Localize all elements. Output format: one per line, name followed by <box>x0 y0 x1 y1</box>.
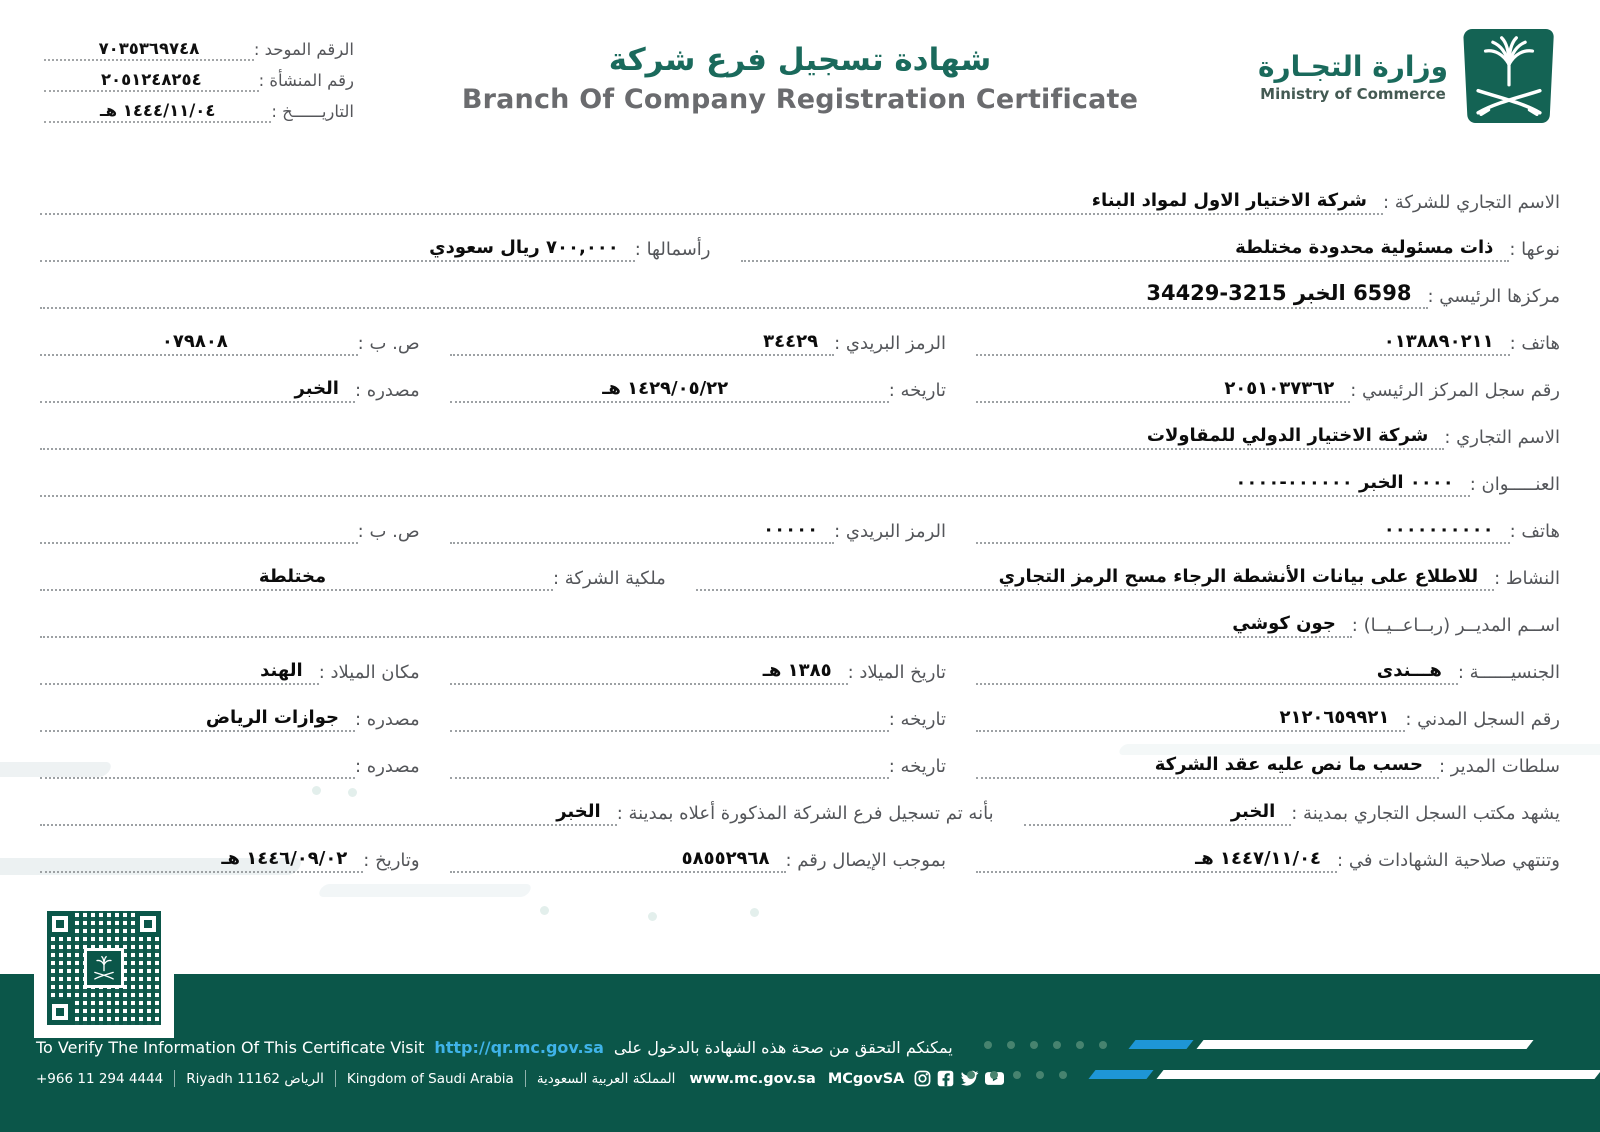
dotted-leader <box>450 662 848 685</box>
footer-decoration-row <box>984 1040 1600 1049</box>
dotted-leader <box>976 333 1510 356</box>
certificate-field <box>40 779 994 826</box>
certificate-field <box>450 638 946 685</box>
deco-dot <box>1007 1041 1015 1049</box>
dotted-leader <box>1024 803 1292 826</box>
certificate-rows <box>40 168 1560 873</box>
field-label: الرمز البريدي : <box>834 333 946 354</box>
deco-dot <box>1059 1071 1067 1079</box>
certificate-field <box>450 356 946 403</box>
certificate-field <box>40 732 420 779</box>
verify-line <box>36 1038 953 1057</box>
dotted-leader <box>40 474 1470 497</box>
certificate-field <box>40 544 666 591</box>
dotted-leader <box>40 662 319 685</box>
dotted-leader <box>40 380 355 403</box>
certificate-field <box>696 544 1560 591</box>
facebook-icon[interactable] <box>937 1070 954 1087</box>
qr-finder-pattern <box>135 911 161 937</box>
certificate-field <box>40 685 420 732</box>
certificate-row <box>40 403 1560 450</box>
certificate-field <box>40 826 420 873</box>
field-label: رقم المنشأة : <box>258 71 354 90</box>
deco-white-bar <box>1196 1040 1533 1049</box>
certificate-field <box>976 638 1560 685</box>
ministry-name-english: Ministry of Commerce <box>1260 84 1446 103</box>
field-value: ٠٠٠٠٠٠٠٠٠٠ <box>1383 519 1494 540</box>
field-value: جوازات الرياض <box>205 707 339 728</box>
field-value: شركة الاختيار الاول لمواد البناء <box>1091 190 1367 211</box>
deco-dot <box>1053 1041 1061 1049</box>
deco-blue-bar <box>1128 1040 1193 1049</box>
footer-decoration-row <box>967 1070 1600 1079</box>
field-label: العنـــــوان : <box>1469 474 1560 495</box>
deco-dot <box>1076 1041 1084 1049</box>
saudi-palm-and-swords-emblem-icon <box>1462 26 1556 126</box>
field-label: اســم المديــر (ربــاعــيــا) : <box>1351 615 1560 636</box>
field-value: ١٤٢٩/٠٥/٢٢ هـ <box>602 378 729 399</box>
field-label: مكان الميلاد : <box>318 662 420 683</box>
field-label: يشهد مكتب السجل التجاري بمدينة : <box>1291 803 1560 824</box>
certificate-field <box>450 309 946 356</box>
dotted-leader <box>976 850 1337 873</box>
footer-divider <box>335 1070 336 1087</box>
deco-dot <box>1036 1071 1044 1079</box>
field-label: نوعها : <box>1509 239 1560 260</box>
deco-dot <box>990 1071 998 1079</box>
certificate-field <box>976 826 1560 873</box>
field-value: الخبر <box>1230 801 1276 822</box>
footer-kingdom-english: Kingdom of Saudi Arabia <box>346 1070 514 1087</box>
certificate-row <box>40 544 1560 591</box>
field-value: مختلطة <box>258 566 327 587</box>
deco-dot <box>1099 1041 1107 1049</box>
qr-center-emblem <box>84 948 124 988</box>
certificate-row <box>40 450 1560 497</box>
certificate-row <box>40 638 1560 685</box>
field-label: بموجب الإيصال رقم : <box>785 850 946 871</box>
dotted-leader <box>40 568 553 591</box>
certificate-row <box>40 732 1560 779</box>
certificate-field <box>976 497 1560 544</box>
footer-riyadh-arabic: الرياض <box>284 1070 324 1087</box>
contact-line <box>36 1070 1004 1087</box>
qr-finder-pattern <box>47 999 73 1025</box>
footer-divider <box>174 1070 175 1087</box>
footer-kingdom-arabic: المملكة العربية السعودية <box>536 1070 676 1087</box>
footer-divider <box>525 1070 526 1087</box>
field-value: الخبر <box>294 378 339 399</box>
field-label: هاتف : <box>1509 521 1560 542</box>
certificate-title-arabic: شهادة تسجيل فرع شركة <box>608 42 992 78</box>
field-value: ١٤٤٤/١١/٠٤ هـ <box>99 101 216 120</box>
dotted-leader <box>40 333 358 356</box>
field-label: الرقم الموحد : <box>253 40 354 59</box>
footer-riyadh-english: Riyadh 11162 <box>186 1070 281 1087</box>
field-value: ٠٧٩٨٠٨ <box>161 331 228 352</box>
certificate-row <box>40 826 1560 873</box>
field-value: الهند <box>260 660 303 681</box>
dotted-leader <box>450 333 835 356</box>
field-value: ١٣٨٥ هـ <box>762 660 832 681</box>
field-value: 6598 الخبر 3215-34429 <box>1146 281 1412 305</box>
field-label: الرمز البريدي : <box>834 521 946 542</box>
field-value: ٧٠٣٥٣٦٩٧٤٨ <box>98 39 200 58</box>
field-label: مركزها الرئيسي : <box>1427 286 1560 307</box>
dotted-leader <box>40 615 1352 638</box>
certificate-row <box>40 356 1560 403</box>
dotted-leader <box>40 850 363 873</box>
field-label: ملكية الشركة : <box>552 568 666 589</box>
field-value: جون كوشي <box>1232 613 1336 634</box>
field-label: تاريخه : <box>888 709 946 730</box>
field-value: حسب ما نص عليه عقد الشركة <box>1154 754 1423 775</box>
field-label: هاتف : <box>1509 333 1560 354</box>
dotted-leader <box>450 521 835 544</box>
field-label: تاريخه : <box>888 380 946 401</box>
footer-website[interactable]: www.mc.gov.sa <box>689 1070 816 1087</box>
certificate-field <box>40 591 1560 638</box>
field-label: ص. ب : <box>357 521 420 542</box>
field-value: شركة الاختيار الدولي للمقاولات <box>1146 425 1429 446</box>
dotted-leader <box>40 239 635 262</box>
field-value: الخبر <box>556 801 601 822</box>
certificate-field <box>40 403 1560 450</box>
dotted-leader <box>976 380 1350 403</box>
field-value: ٣٤٤٢٩ <box>763 331 819 352</box>
certificate-field <box>450 826 946 873</box>
field-value: ٠٠٠٠ الخبر ٠٠٠٠٠٠-٠٠٠٠ <box>1235 472 1454 493</box>
qr-code <box>47 911 161 1025</box>
certificate-row <box>40 779 1560 826</box>
field-value: ٧٠٠,٠٠٠ ريال سعودي <box>429 237 619 258</box>
certificate-row <box>40 497 1560 544</box>
certificate-field <box>40 262 1560 309</box>
certificate-row <box>40 591 1560 638</box>
certificate-field <box>40 215 711 262</box>
certificate-field <box>450 685 946 732</box>
footer-phone: +966 11 294 4444 <box>36 1070 164 1087</box>
certificate-field <box>976 732 1560 779</box>
background-dot <box>648 912 657 921</box>
field-label: مصدره : <box>354 380 420 401</box>
field-value: ٢٠٥١٠٣٧٣٦٢ <box>1224 378 1335 399</box>
certificate-title-english: Branch Of Company Registration Certificate <box>461 84 1139 115</box>
certificate-field <box>450 497 946 544</box>
field-value: ٠١٣٨٨٩٠٢١١ <box>1383 331 1494 352</box>
certificate-field <box>976 356 1560 403</box>
certificate-row <box>40 215 1560 262</box>
ministry-logo <box>1258 26 1556 126</box>
dotted-leader <box>696 568 1494 591</box>
field-value: ٥٨٥٥٢٩٦٨ <box>681 848 770 869</box>
field-label: رأسمالها : <box>634 239 711 260</box>
dotted-leader <box>450 380 889 403</box>
certificate-field <box>1024 779 1560 826</box>
dotted-leader <box>40 283 1428 309</box>
certificate-row <box>40 262 1560 309</box>
field-label: النشاط : <box>1494 568 1560 589</box>
dotted-leader <box>976 662 1458 685</box>
dotted-leader <box>976 709 1405 732</box>
dotted-leader <box>976 756 1439 779</box>
field-label: رقم السجل المدني : <box>1405 709 1560 730</box>
certificate-field <box>40 450 1560 497</box>
field-label: التاريــــــخ : <box>271 102 354 121</box>
field-label: بأنه تم تسجيل فرع الشركة المذكورة أعلاه بمدينة : <box>616 803 994 824</box>
qr-finder-pattern <box>47 911 73 937</box>
deco-dot <box>1013 1071 1021 1079</box>
dotted-leader <box>40 803 617 826</box>
field-value: ٢١٢٠٦٥٩٩٢١ <box>1279 707 1390 728</box>
deco-blue-bar <box>1088 1070 1153 1079</box>
certificate-row <box>40 685 1560 732</box>
certificate-field <box>976 309 1560 356</box>
certificate-field <box>741 215 1561 262</box>
field-value: للاطلاع على بيانات الأنشطة الرجاء مسح الرمز التجاري <box>998 566 1479 587</box>
deco-white-bar <box>1156 1070 1600 1079</box>
dotted-leader <box>40 709 355 732</box>
field-label: مصدره : <box>354 756 420 777</box>
certificate-field <box>450 732 946 779</box>
field-label: رقم سجل المركز الرئيسي : <box>1350 380 1560 401</box>
dotted-leader <box>976 521 1510 544</box>
verify-text-arabic: يمكنكم التحقق من صحة هذه الشهادة بالدخول على <box>613 1038 953 1057</box>
dotted-leader <box>741 239 1510 262</box>
field-label: الجنسيــــــة : <box>1457 662 1560 683</box>
field-label: مصدره : <box>354 709 420 730</box>
certificate-row <box>40 168 1560 215</box>
field-label: وتاريخ : <box>363 850 420 871</box>
background-dot <box>750 908 759 917</box>
saudi-palm-and-swords-emblem-icon <box>90 953 118 983</box>
background-dot <box>540 906 549 915</box>
certificate-field <box>40 638 420 685</box>
footer-social-handle: MCgovSA <box>827 1070 905 1087</box>
instagram-icon[interactable] <box>914 1070 931 1087</box>
certificate-field <box>40 497 420 544</box>
verify-text-english: To Verify The Information Of This Certificate Visit <box>36 1038 425 1057</box>
deco-dot <box>967 1071 975 1079</box>
certificate-field <box>40 356 420 403</box>
field-label: ص. ب : <box>357 333 420 354</box>
ministry-logo-text <box>1258 50 1448 103</box>
certificate-field <box>40 168 1560 215</box>
certificate-field <box>40 309 420 356</box>
field-label: وتنتهي صلاحية الشهادات في : <box>1337 850 1560 871</box>
field-value: ١٤٤٦/٠٩/٠٢ هـ <box>221 848 348 869</box>
background-swoosh <box>317 884 533 897</box>
field-value: هـــندى <box>1376 660 1442 681</box>
field-label: تاريخه : <box>888 756 946 777</box>
dotted-leader <box>40 192 1383 215</box>
verify-link[interactable]: http://qr.mc.gov.sa <box>434 1038 604 1057</box>
dotted-leader <box>450 850 786 873</box>
deco-dot <box>1030 1041 1038 1049</box>
field-label: سلطات المدير : <box>1438 756 1560 777</box>
certificate-row <box>40 309 1560 356</box>
certificate-field <box>976 685 1560 732</box>
field-value: ٢٠٥١٢٤٨٢٥٤ <box>100 70 202 89</box>
field-label: تاريخ الميلاد : <box>847 662 946 683</box>
field-value: ١٤٤٧/١١/٠٤ هـ <box>1195 848 1322 869</box>
field-label: الاسم التجاري : <box>1444 427 1560 448</box>
qr-code-card <box>34 898 174 1038</box>
field-label: الاسم التجاري للشركة : <box>1382 192 1560 213</box>
footer-band <box>0 974 1600 1132</box>
ministry-name-arabic: وزارة التجـارة <box>1258 49 1448 83</box>
dotted-leader <box>40 427 1444 450</box>
deco-dot <box>984 1041 992 1049</box>
field-value: ٠٠٠٠٠ <box>763 519 819 540</box>
field-value: ذات مسئولية محدودة مختلطة <box>1235 237 1494 258</box>
